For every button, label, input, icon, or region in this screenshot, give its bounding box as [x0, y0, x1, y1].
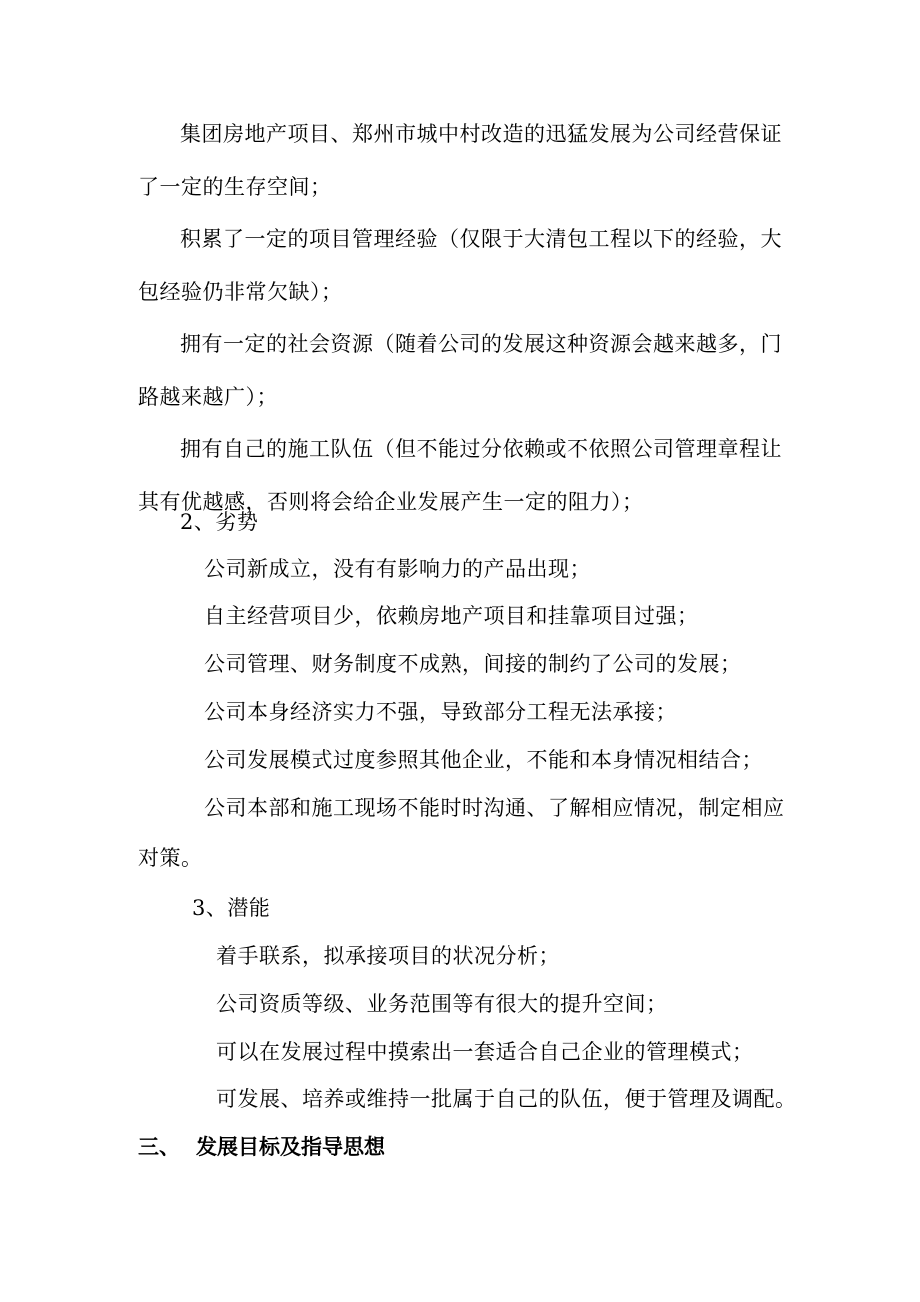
weakness-item-4: 公司本身经济实力不强，导致部分工程无法承接； — [204, 700, 677, 724]
weakness-item-1: 公司新成立，没有有影响力的产品出现； — [204, 557, 591, 581]
strength-4-line-2: 其有优越感，否则将会给企业发展产生一定的阻力）； — [138, 490, 644, 514]
strength-2-line-1: 积累了一定的项目管理经验（仅限于大清包工程以下的经验，大 — [180, 227, 782, 251]
weakness-item-2: 自主经营项目少，依赖房地产项目和挂靠项目过强； — [204, 604, 699, 628]
section-3-heading — [138, 1132, 385, 1162]
strength-2-line-2: 包经验仍非常欠缺）； — [138, 280, 343, 304]
strength-1-line-2: 了一定的生存空间； — [138, 175, 332, 199]
weakness-item-5: 公司发展模式过度参照其他企业，不能和本身情况相结合； — [204, 748, 763, 772]
strength-4-line-1: 拥有自己的施工队伍（但不能过分依赖或不依照公司管理章程让 — [180, 437, 782, 461]
weakness-item-6-line-2: 对策。 — [138, 846, 203, 870]
strength-paragraph-1 — [138, 108, 798, 214]
weakness-title: 2、劣势 — [180, 510, 259, 534]
potential-item-1: 着手联系，拟承接项目的状况分析； — [216, 944, 560, 968]
strength-paragraph-2 — [138, 213, 798, 319]
potential-item-4: 可发展、培养或维持一批属于自己的队伍，便于管理及调配。 — [216, 1087, 797, 1111]
strength-3-line-2: 路越来越广）； — [138, 385, 278, 409]
weakness-item-3: 公司管理、财务制度不成熟，间接的制约了公司的发展； — [204, 652, 742, 676]
strength-1-line-1: 集团房地产项目、郑州市城中村改造的迅猛发展为公司经营保证 — [180, 122, 782, 146]
potential-title: 3、潜能 — [192, 896, 271, 920]
strength-paragraph-3 — [138, 318, 798, 424]
potential-item-3: 可以在发展过程中摸索出一套适合自己企业的管理模式； — [216, 1040, 754, 1064]
section-3-title: 发展目标及指导思想 — [196, 1135, 385, 1159]
strength-3-line-1: 拥有一定的社会资源（随着公司的发展这种资源会越来越多，门 — [180, 332, 782, 356]
section-3-number: 三、 — [138, 1135, 180, 1159]
weakness-item-6-line-1: 公司本部和施工现场不能时时沟通、了解相应情况，制定相应 — [204, 796, 785, 820]
potential-item-2: 公司资质等级、业务范围等有很大的提升空间； — [216, 992, 668, 1016]
